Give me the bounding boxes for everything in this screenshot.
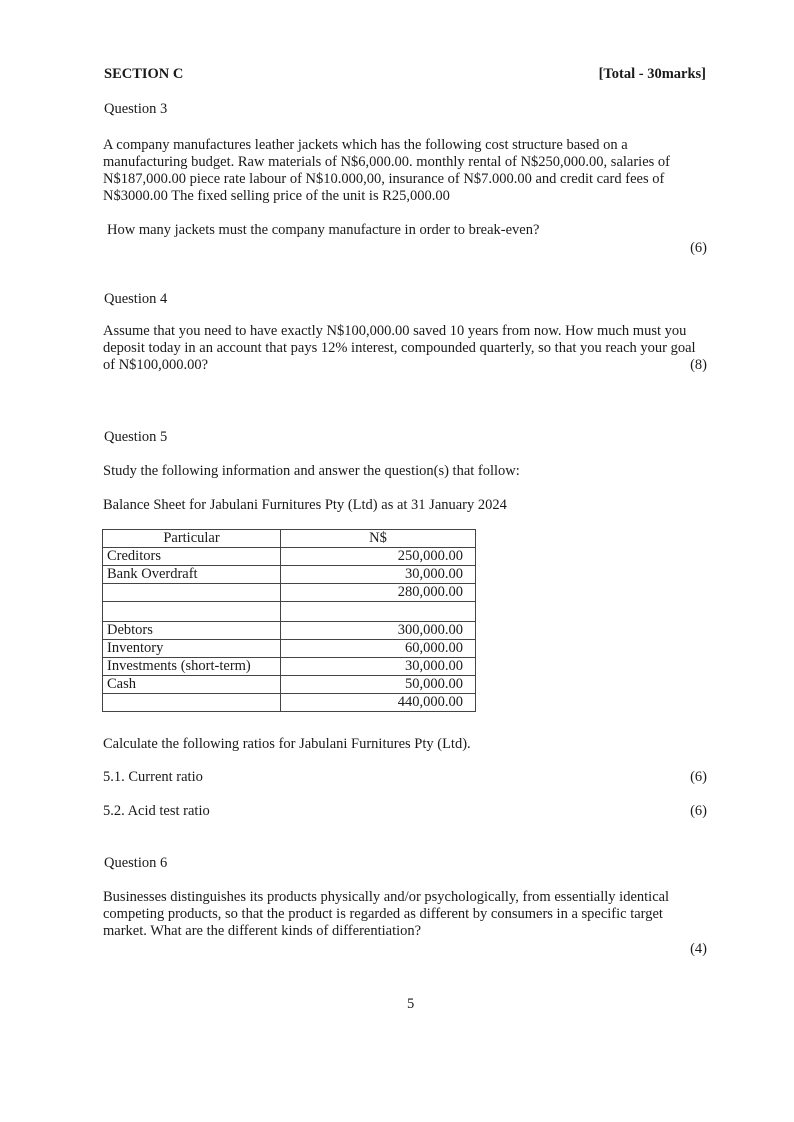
table-header-particular: Particular xyxy=(103,530,281,548)
question-3-line: A company manufactures leather jackets which has the following cost structure based on a xyxy=(103,137,628,153)
table-cell-particular xyxy=(103,602,281,622)
question-6-line: competing products, so that the product is regarded as different by consumers in a specific target xyxy=(103,906,663,922)
section-title: SECTION C xyxy=(104,66,184,82)
question-4-heading: Question 4 xyxy=(104,291,168,307)
question-3-line: N$187,000.00 piece rate labour of N$10.000,00, insurance of N$7.000.00 and credit card fees of xyxy=(103,171,665,187)
question-6-heading: Question 6 xyxy=(104,855,168,871)
balance-sheet-title: Balance Sheet for Jabulani Furnitures Pty (Ltd) as at 31 January 2024 xyxy=(103,497,507,513)
table-cell-amount xyxy=(281,602,476,622)
table-row xyxy=(103,566,476,584)
table-cell-amount: 60,000.00 xyxy=(281,640,476,658)
balance-sheet-table xyxy=(102,529,476,712)
page-number: 5 xyxy=(407,996,415,1012)
table-cell-amount: 300,000.00 xyxy=(281,622,476,640)
question-5-1-label: 5.1. Current ratio xyxy=(103,769,203,785)
question-6-text xyxy=(103,889,743,940)
question-5-1-marks: (6) xyxy=(690,769,707,785)
question-3-marks: (6) xyxy=(690,240,707,256)
table-row xyxy=(103,584,476,602)
question-3-line: N$3000.00 The fixed selling price of the unit is R25,000.00 xyxy=(103,188,450,204)
table-cell-particular: Inventory xyxy=(103,640,281,658)
question-3-heading: Question 3 xyxy=(104,101,168,117)
table-cell-particular xyxy=(103,584,281,602)
table-cell-particular: Cash xyxy=(103,676,281,694)
question-4-line: of N$100,000.00? xyxy=(103,357,209,373)
question-6-marks: (4) xyxy=(690,941,707,957)
table-cell-particular xyxy=(103,694,281,712)
question-4-text xyxy=(103,323,743,374)
section-total-marks: [Total - 30marks] xyxy=(598,66,706,82)
question-5-intro: Study the following information and answer the question(s) that follow: xyxy=(103,463,520,479)
table-row xyxy=(103,602,476,622)
table-row xyxy=(103,658,476,676)
table-row xyxy=(103,622,476,640)
question-5-instruction: Calculate the following ratios for Jabulani Furnitures Pty (Ltd). xyxy=(103,736,471,752)
question-4-marks: (8) xyxy=(690,357,707,373)
question-3-line: manufacturing budget. Raw materials of N$6,000.00. monthly rental of N$250,000.00, salaries of xyxy=(103,154,670,170)
table-cell-amount: 280,000.00 xyxy=(281,584,476,602)
table-cell-particular: Creditors xyxy=(103,548,281,566)
table-header-row xyxy=(103,530,476,548)
table-cell-particular: Bank Overdraft xyxy=(103,566,281,584)
question-6-line: market. What are the different kinds of differentiation? xyxy=(103,923,422,939)
table-cell-amount: 30,000.00 xyxy=(281,658,476,676)
table-row xyxy=(103,548,476,566)
table-cell-particular: Debtors xyxy=(103,622,281,640)
question-4-line: deposit today in an account that pays 12% interest, compounded quarterly, so that you reach your goal xyxy=(103,340,696,356)
table-row xyxy=(103,640,476,658)
table-row xyxy=(103,676,476,694)
table-cell-amount: 440,000.00 xyxy=(281,694,476,712)
table-cell-amount: 250,000.00 xyxy=(281,548,476,566)
table-header-amount: N$ xyxy=(281,530,476,548)
table-row xyxy=(103,694,476,712)
question-3-text xyxy=(103,137,723,205)
question-3-prompt: How many jackets must the company manufacture in order to break-even? xyxy=(107,222,540,238)
question-6-line: Businesses distinguishes its products physically and/or psychologically, from essentially identical xyxy=(103,889,670,905)
table-cell-amount: 50,000.00 xyxy=(281,676,476,694)
question-5-heading: Question 5 xyxy=(104,429,168,445)
question-4-line: Assume that you need to have exactly N$100,000.00 saved 10 years from now. How much must you xyxy=(103,323,687,339)
question-5-2-marks: (6) xyxy=(690,803,707,819)
table-cell-amount: 30,000.00 xyxy=(281,566,476,584)
table-cell-particular: Investments (short-term) xyxy=(103,658,281,676)
question-5-2-label: 5.2. Acid test ratio xyxy=(103,803,210,819)
